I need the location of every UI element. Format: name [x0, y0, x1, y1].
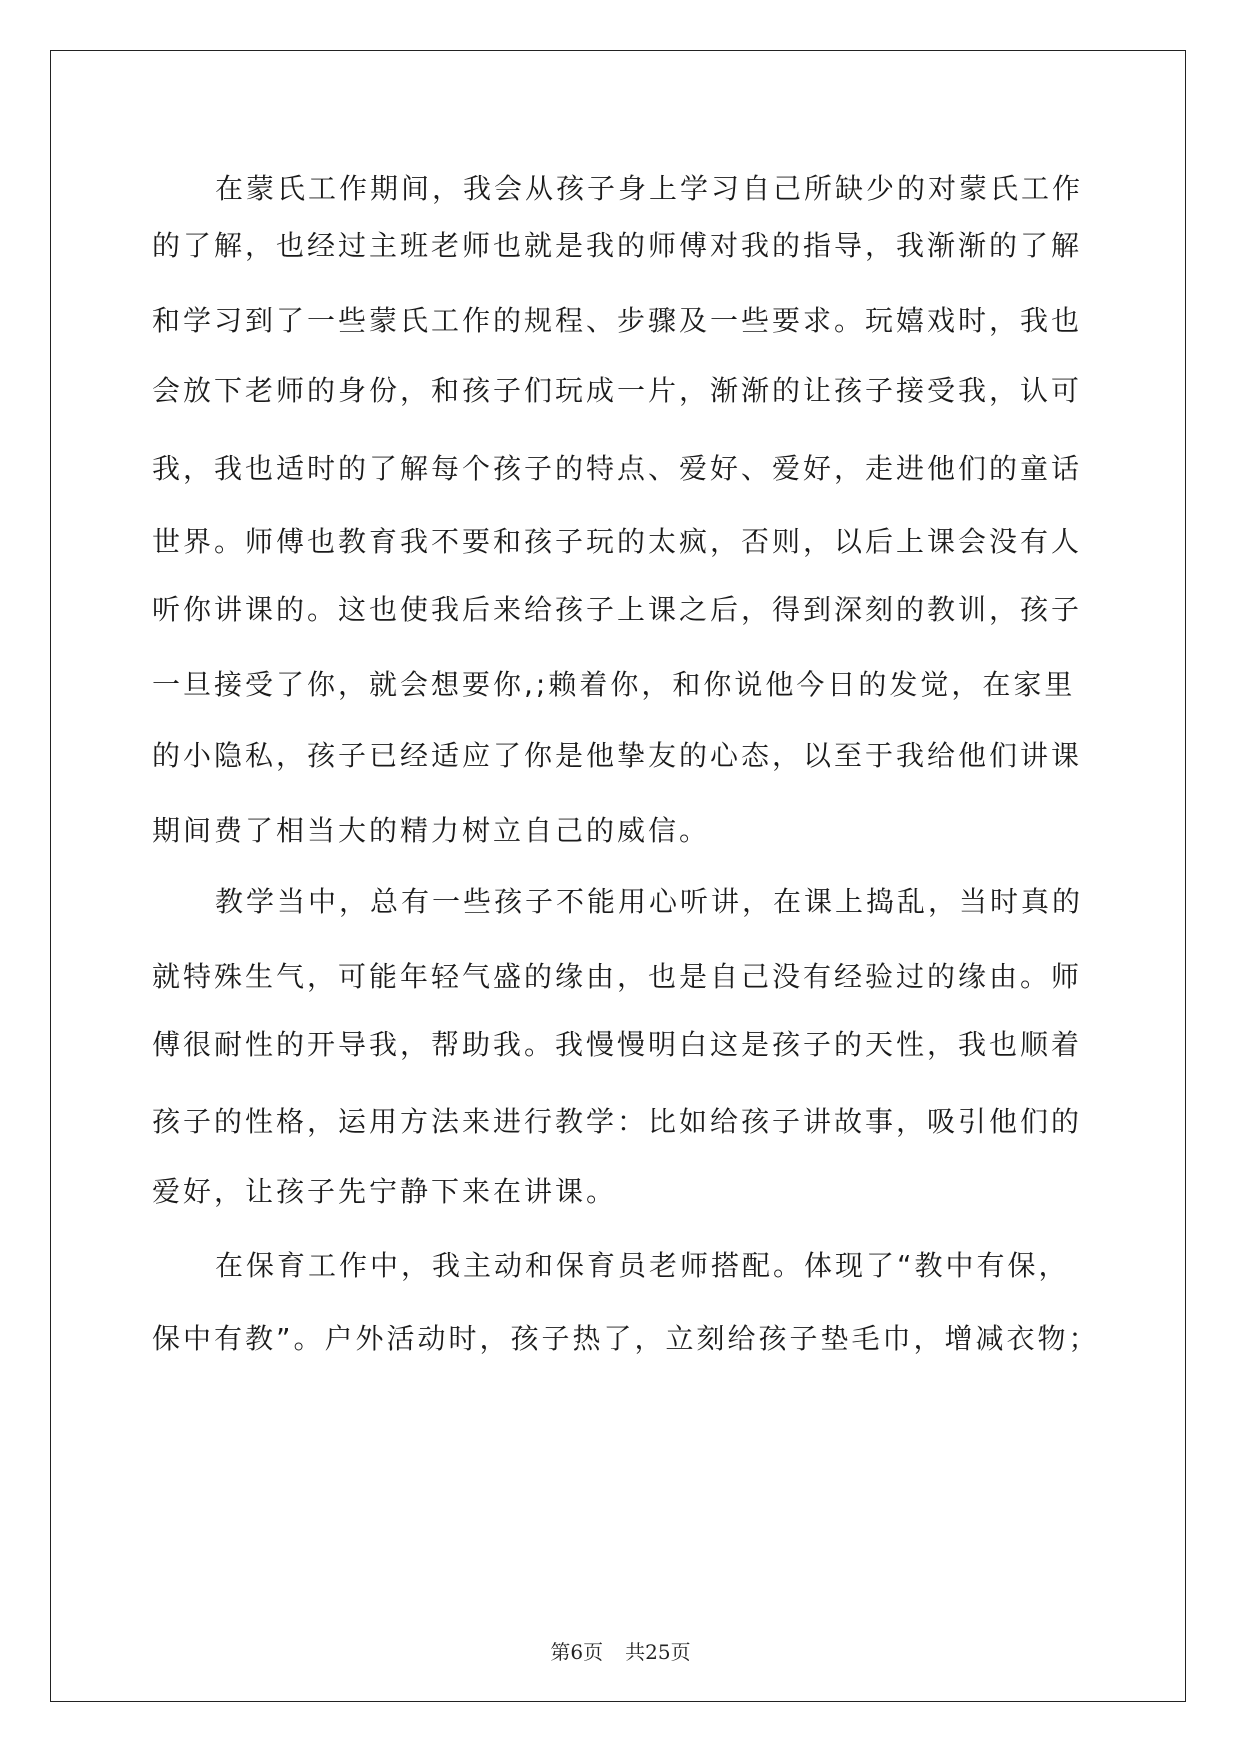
total-pages: 共25页: [625, 1640, 691, 1664]
text-line: 和学习到了一些蒙氏工作的规程、步骤及一些要求。玩嬉戏时，我也: [152, 304, 1083, 337]
page-footer: [0, 1636, 1241, 1665]
text-line: 爱好，让孩子先宁静下来在讲课。: [152, 1175, 618, 1208]
text-line: 期间费了相当大的精力树立自己的威信。: [152, 814, 711, 847]
text-line: 在保育工作中，我主动和保育员老师搭配。体现了“教中有保，: [215, 1249, 1070, 1282]
text-line: 保中有教”。户外活动时，孩子热了，立刻给孩子垫毛巾，增减衣物；: [152, 1322, 1100, 1355]
text-line: 孩子的性格，运用方法来进行教学：比如给孩子讲故事，吸引他们的: [152, 1105, 1083, 1138]
text-line: 一旦接受了你，就会想要你,;赖着你，和你说他今日的发觉，在家里: [152, 668, 1076, 701]
text-line: 的小隐私，孩子已经适应了你是他挚友的心态，以至于我给他们讲课: [152, 739, 1083, 772]
text-line: 会放下老师的身份，和孩子们玩成一片，渐渐的让孩子接受我，认可: [152, 374, 1083, 407]
page-number: 第6页: [550, 1640, 604, 1664]
text-line: 在蒙氏工作期间，我会从孩子身上学习自己所缺少的对蒙氏工作: [215, 172, 1084, 205]
text-line: 听你讲课的。这也使我后来给孩子上课之后，得到深刻的教训，孩子: [152, 593, 1083, 626]
text-line: 的了解，也经过主班老师也就是我的师傅对我的指导，我渐渐的了解: [152, 229, 1083, 262]
text-line: 就特殊生气，可能年轻气盛的缘由，也是自己没有经验过的缘由。师: [152, 960, 1083, 993]
text-line: 傅很耐性的开导我，帮助我。我慢慢明白这是孩子的天性，我也顺着: [152, 1028, 1083, 1061]
page-border: [50, 50, 1186, 1702]
text-line: 世界。师傅也教育我不要和孩子玩的太疯，否则，以后上课会没有人: [152, 525, 1083, 558]
text-line: 教学当中，总有一些孩子不能用心听讲，在课上捣乱，当时真的: [215, 885, 1084, 918]
text-line: 我，我也适时的了解每个孩子的特点、爱好、爱好，走进他们的童话: [152, 452, 1083, 485]
